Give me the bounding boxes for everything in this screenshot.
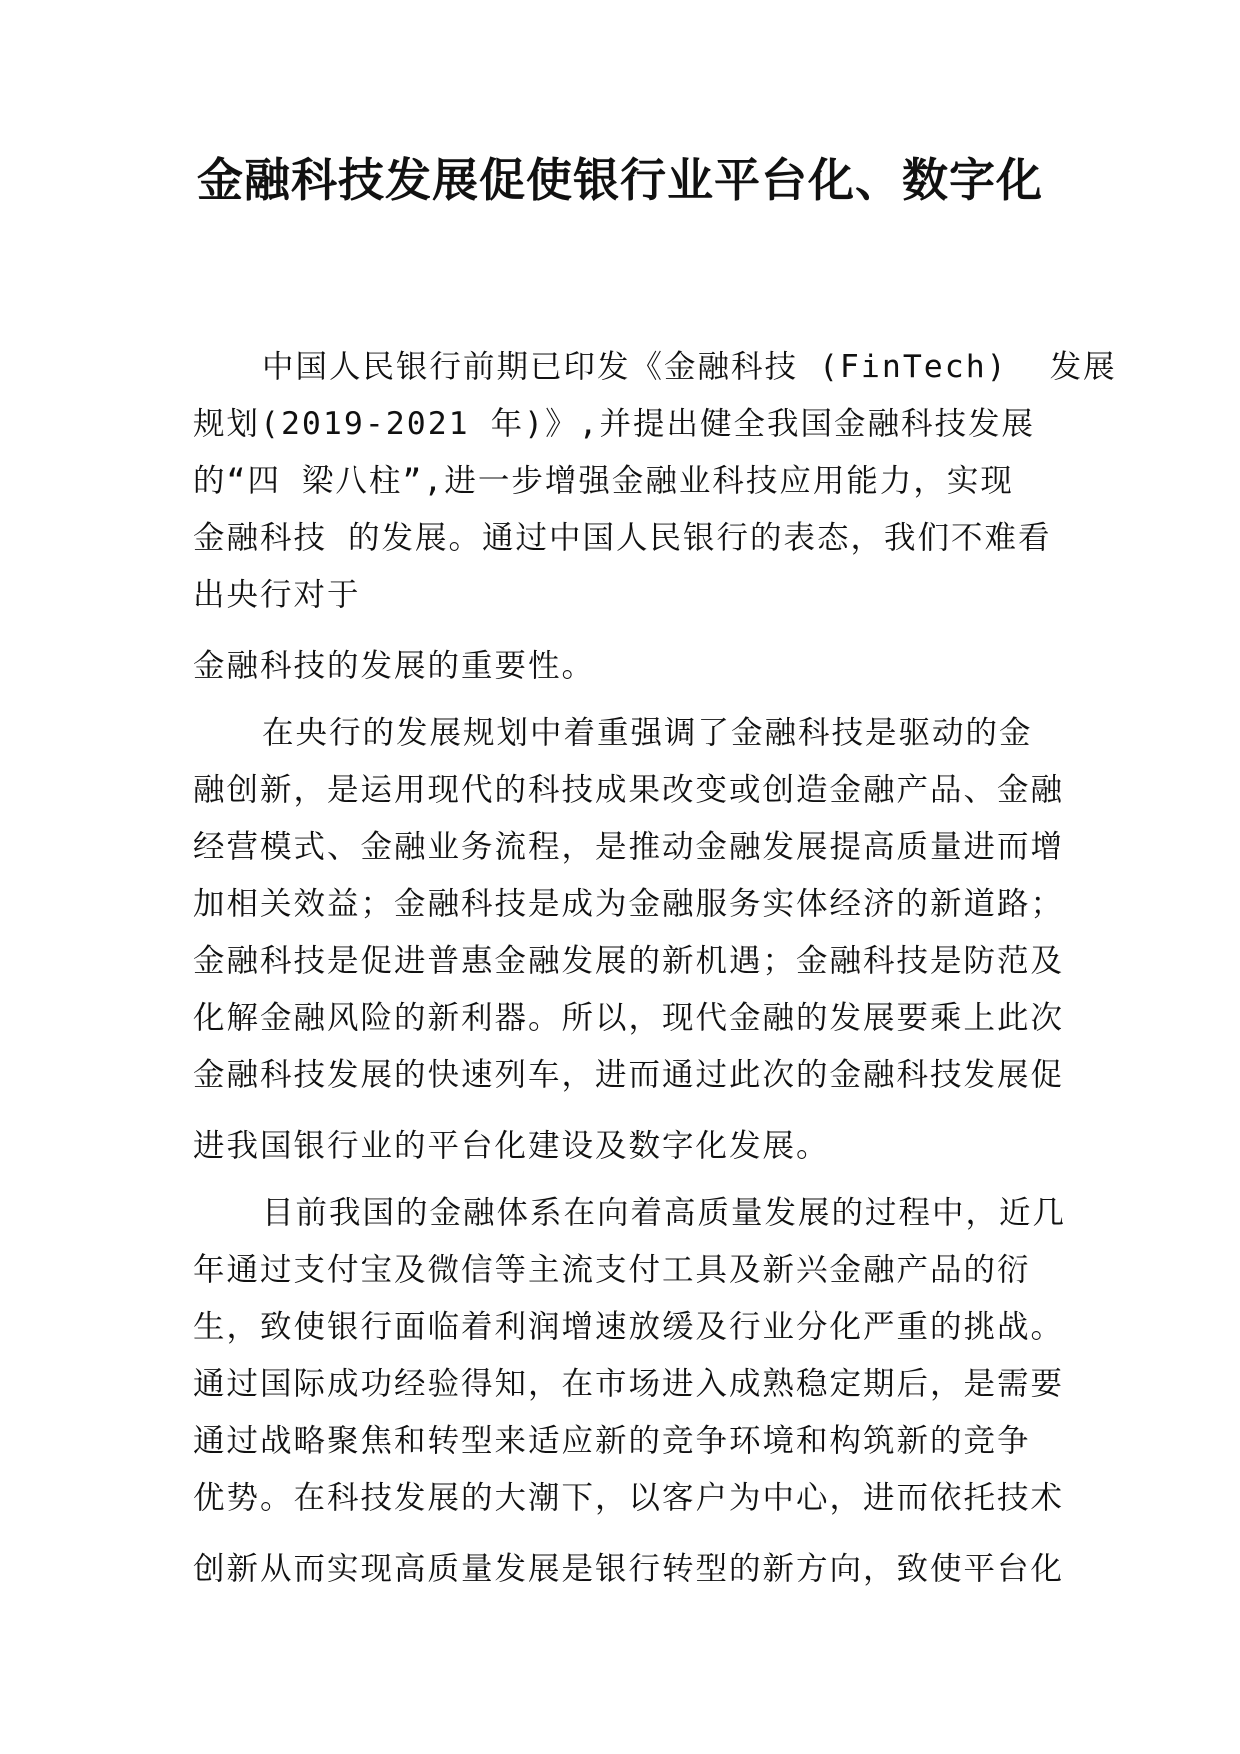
paragraph-2-line-5: 金融科技是促进普惠金融发展的新机遇；金融科技是防范及	[193, 943, 1065, 979]
document-title: 金融科技发展促使银行业平台化、数字化	[197, 153, 1043, 207]
paragraph-1-line-6: 金融科技的发展的重要性。	[193, 648, 596, 684]
paragraph-1-line-3: 的“四 梁八柱”,进一步增强金融业科技应用能力，实现	[193, 463, 1014, 499]
paragraph-2-line-1: 在央行的发展规划中着重强调了金融科技是驱动的金	[262, 715, 1033, 751]
paragraph-3-line-2: 年通过支付宝及微信等主流支付工具及新兴金融产品的衍	[193, 1252, 1031, 1288]
paragraph-1-line-2: 规划(2019-2021 年)》,并提出健全我国金融科技发展	[193, 406, 1036, 442]
paragraph-1-line-1: 中国人民银行前期已印发《金融科技 (FinTech) 发展	[262, 349, 1117, 385]
paragraph-2-line-8: 进我国银行业的平台化建设及数字化发展。	[193, 1128, 830, 1164]
paragraph-3-line-1: 目前我国的金融体系在向着高质量发展的过程中，近几	[262, 1195, 1067, 1231]
paragraph-2-line-2: 融创新，是运用现代的科技成果改变或创造金融产品、金融	[193, 772, 1065, 808]
paragraph-2-line-3: 经营模式、金融业务流程，是推动金融发展提高质量进而增	[193, 829, 1065, 865]
paragraph-1-line-5: 出央行对于	[193, 577, 361, 613]
paragraph-3-line-3: 生，致使银行面临着利润增速放缓及行业分化严重的挑战。	[193, 1309, 1065, 1345]
paragraph-2-line-6: 化解金融风险的新利器。所以，现代金融的发展要乘上此次	[193, 1000, 1065, 1036]
paragraph-1-line-4: 金融科技 的发展。通过中国人民银行的表态，我们不难看	[193, 520, 1052, 556]
paragraph-3-line-5: 通过战略聚焦和转型来适应新的竞争环境和构筑新的竞争	[193, 1423, 1031, 1459]
paragraph-3-line-6: 优势。在科技发展的大潮下，以客户为中心，进而依托技术	[193, 1480, 1065, 1516]
paragraph-2-line-4: 加相关效益；金融科技是成为金融服务实体经济的新道路；	[193, 886, 1065, 922]
paragraph-2-line-7: 金融科技发展的快速列车，进而通过此次的金融科技发展促	[193, 1057, 1065, 1093]
paragraph-3-line-7: 创新从而实现高质量发展是银行转型的新方向，致使平台化	[193, 1551, 1065, 1587]
paragraph-3-line-4: 通过国际成功经验得知，在市场进入成熟稳定期后，是需要	[193, 1366, 1065, 1402]
